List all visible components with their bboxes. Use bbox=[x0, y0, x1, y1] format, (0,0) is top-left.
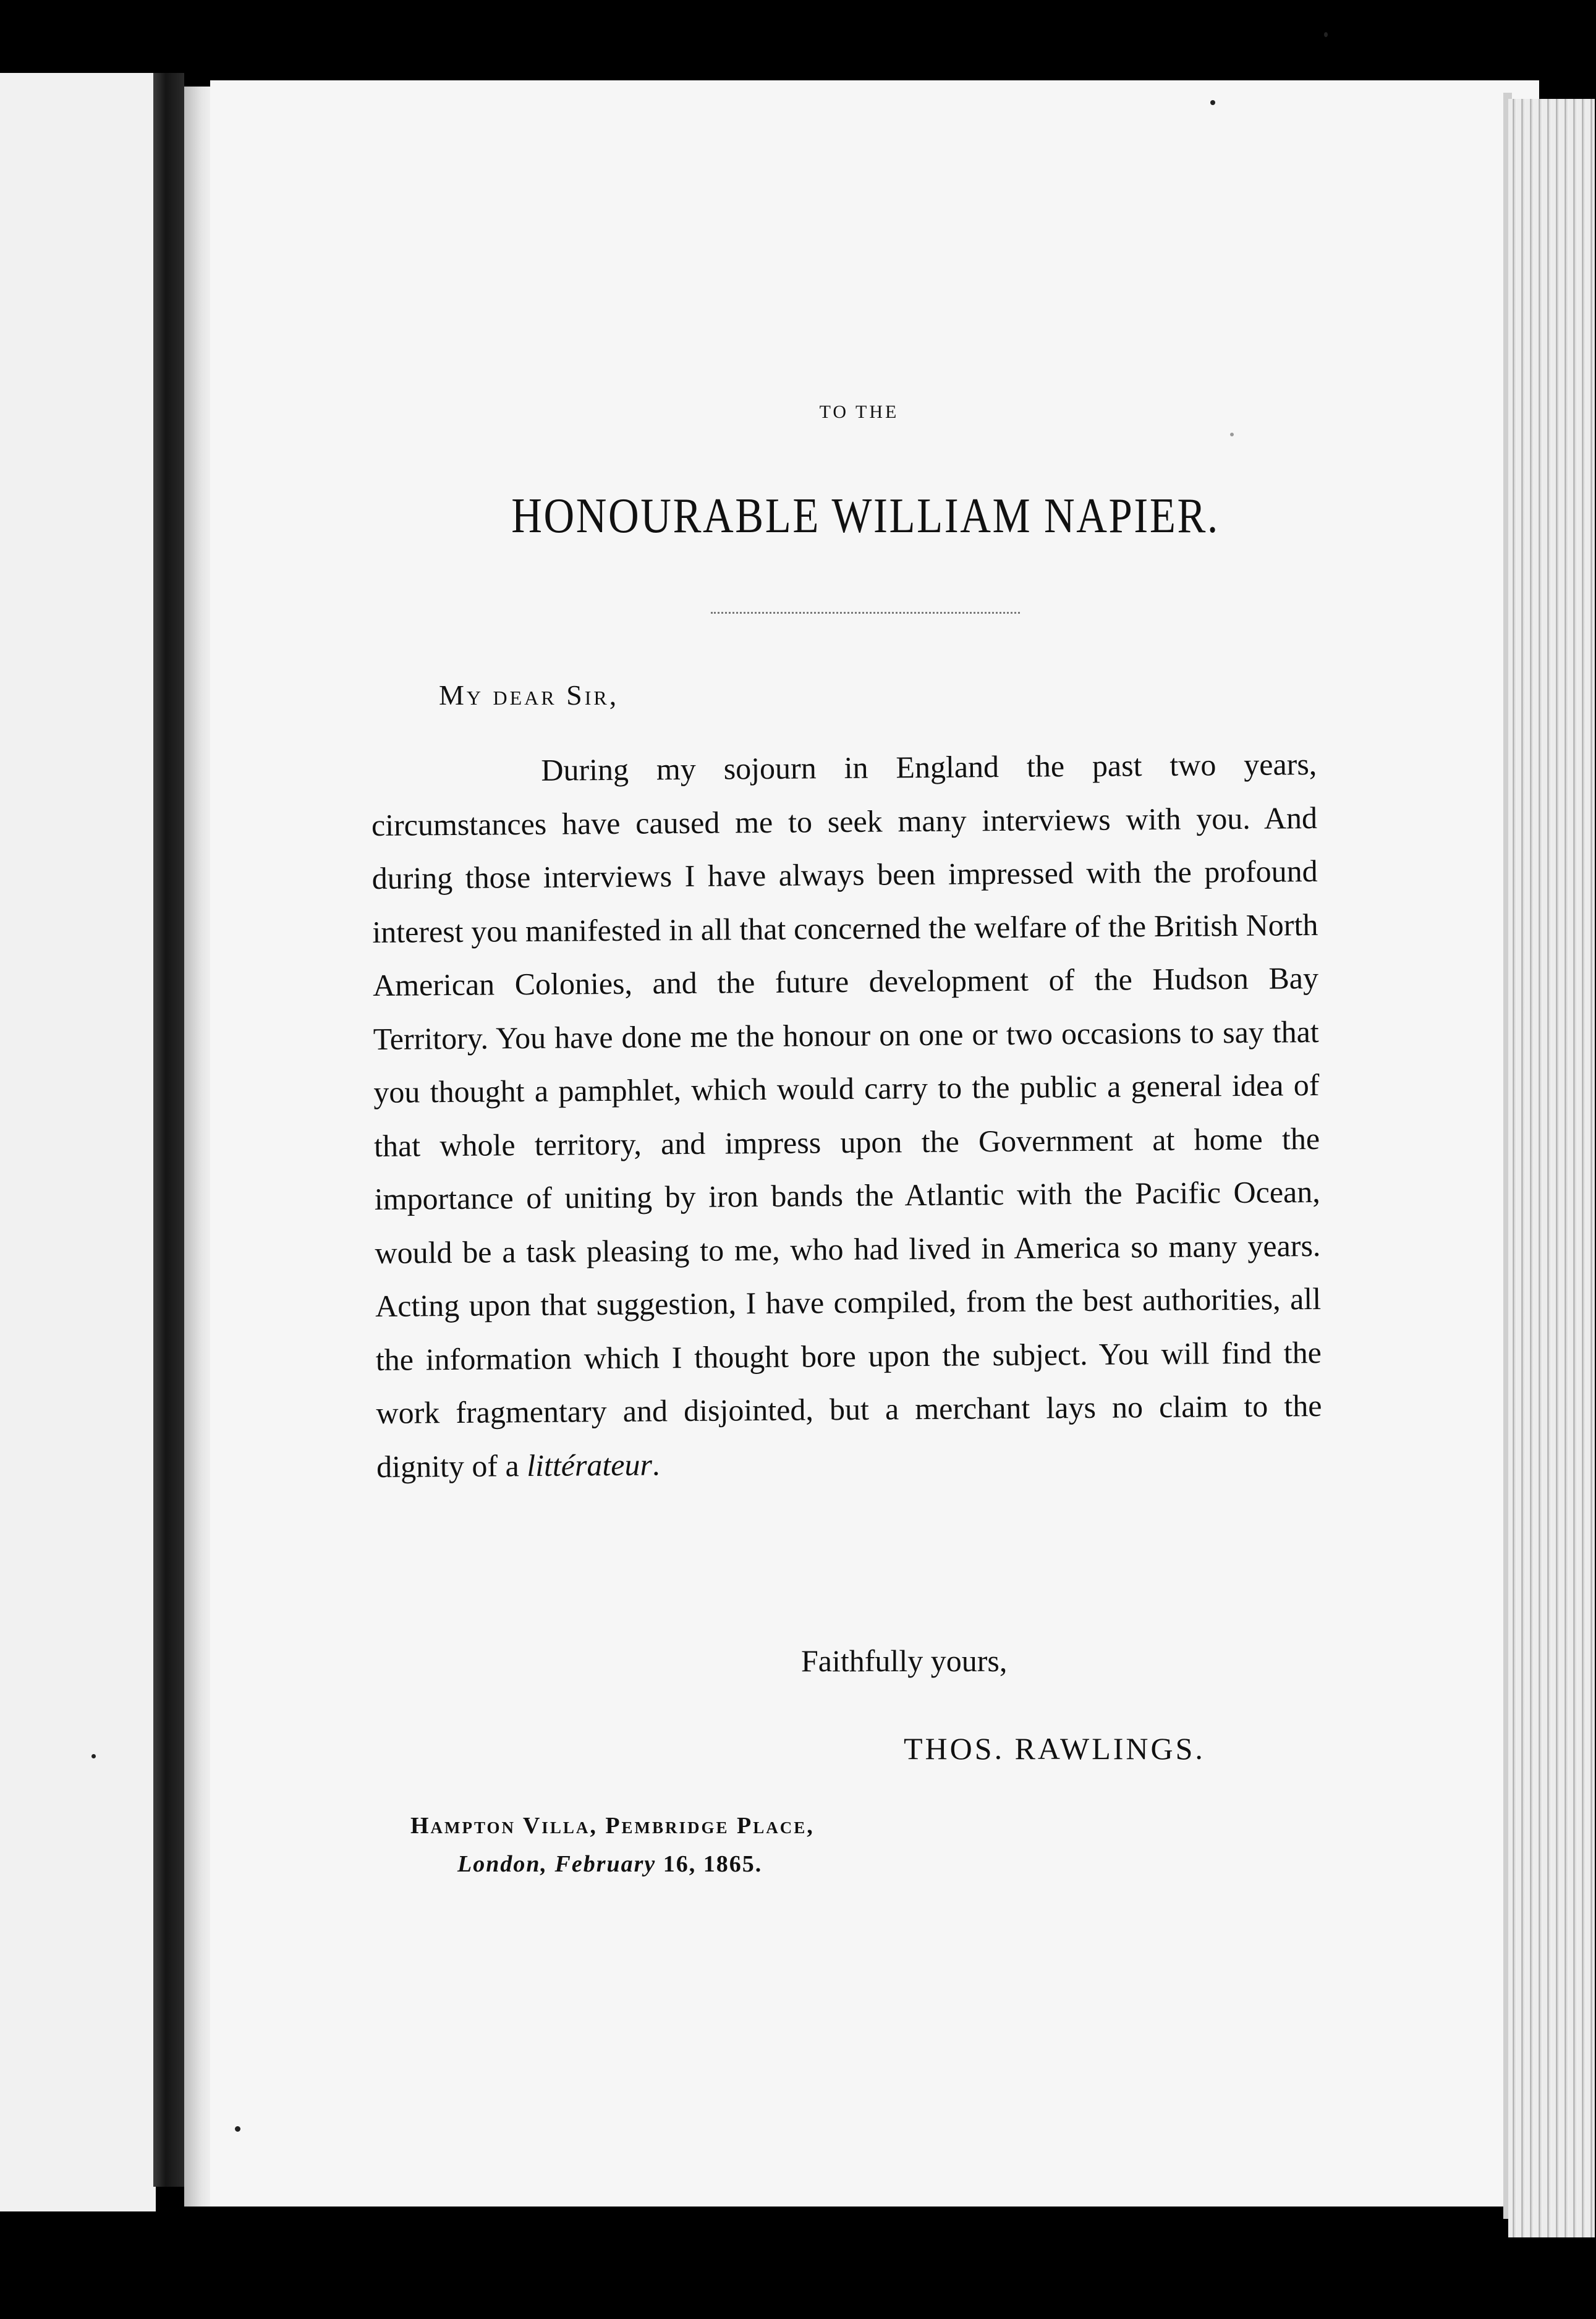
scan-speck bbox=[1230, 433, 1234, 436]
dedication-to-the: TO THE bbox=[819, 402, 899, 422]
letter-body bbox=[371, 737, 1322, 1493]
letter-body-italic-word: littérateur bbox=[526, 1446, 653, 1483]
dedication-recipient: HONOURABLE WILLIAM NAPIER. bbox=[511, 489, 1220, 543]
letter-address: Hampton Villa, Pembridge Place, bbox=[410, 1813, 815, 1839]
letter-salutation: My dear Sir, bbox=[439, 679, 619, 711]
scan-speck bbox=[1324, 32, 1328, 37]
letter-closing: Faithfully yours, bbox=[801, 1643, 1008, 1678]
book-gutter bbox=[153, 73, 184, 2187]
scan-speck bbox=[1210, 100, 1215, 105]
letter-date-day: 16, 1865. bbox=[663, 1851, 763, 1877]
letter-signature: THOS. RAWLINGS. bbox=[904, 1731, 1205, 1766]
letter-body-text: During my sojourn in England the past two years, circumstances have caused me to seek many interviews with you. And during those interviews I have always been impressed with the profound interest you manifested in all that concerned the welfare of the British North American Colonies, and the future development of the Hudson Bay Territory. You have done me the honour on one or two occasions to say that you thought a pamphlet, which would carry to the public a general idea of that whole territory, and impress upon the Government at home the importance of uniting by iron bands the Atlantic with the Pacific Ocean, would be a task pleasing to me, who had lived in America so many years. Acting upon that suggestion, I have compiled, from the best authorities, all the information which I thought bore upon the subject. You will find the work fragmentary and disjointed, but a merchant lays no claim to the dignity of a bbox=[371, 746, 1322, 1484]
letter-body-end: . bbox=[652, 1446, 660, 1482]
letter-date bbox=[457, 1851, 762, 1878]
left-page bbox=[0, 73, 156, 2211]
scan-speck bbox=[91, 1754, 96, 1758]
ornamental-rule bbox=[711, 612, 1020, 614]
scan-speck bbox=[235, 2126, 240, 2132]
letter-date-place: London, February bbox=[457, 1851, 656, 1877]
